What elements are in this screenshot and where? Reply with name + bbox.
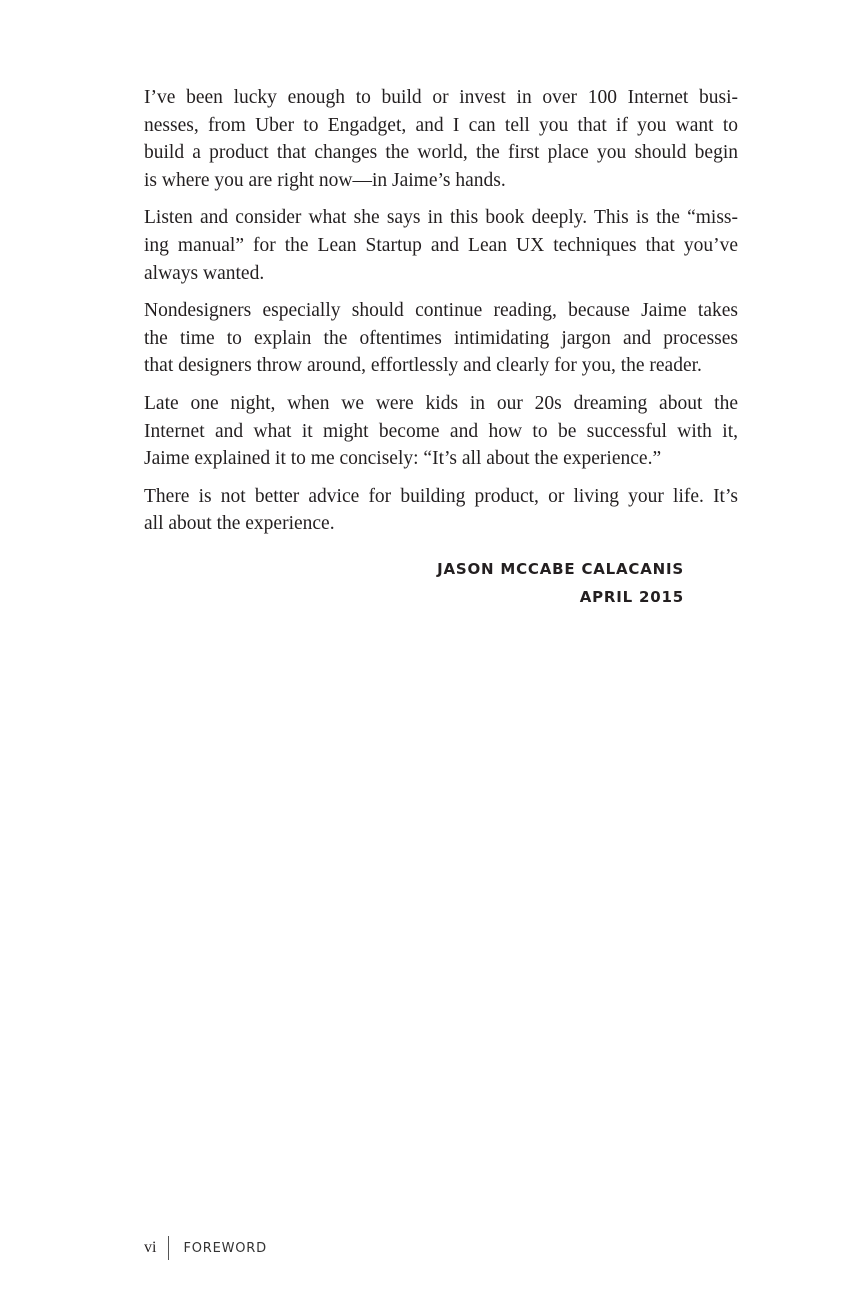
paragraph: [144, 204, 738, 287]
text-line: Nondesigners especially should continue reading, because Jaime takes: [144, 300, 738, 322]
paragraph: [144, 390, 738, 473]
signature-date: APRIL 2015: [579, 588, 684, 606]
text-line: build a product that changes the world, the first place you should begin: [144, 142, 738, 164]
signature-name: JASON MCCABE CALACANIS: [437, 560, 684, 578]
text-line: nesses, from Uber to Engadget, and I can tell you that if you want to: [144, 114, 738, 136]
paragraph: [144, 297, 738, 380]
text-line: always wanted.: [144, 262, 265, 284]
text-line: that designers throw around, effortlessly and clearly for you, the reader.: [144, 355, 702, 377]
text-line: ing manual” for the Lean Startup and Lean UX techniques that you’ve: [144, 234, 738, 256]
paragraph: [144, 84, 738, 194]
text-line: the time to explain the oftentimes intimidating jargon and processes: [144, 327, 738, 349]
text-line: I’ve been lucky enough to build or invest in over 100 Internet busi-: [144, 87, 738, 108]
text-line: is where you are right now—in Jaime’s hands.: [144, 169, 506, 191]
text-line: Internet and what it might become and how to be successful with it,: [144, 420, 738, 442]
section-title: FOREWORD: [183, 1240, 267, 1256]
footer-divider: [168, 1236, 169, 1260]
text-line: Jaime explained it to me concisely: “It’s all about the experience.”: [144, 448, 662, 470]
page-number: vi: [144, 1239, 157, 1256]
text-line: There is not better advice for building product, or living your life. It’s: [144, 485, 738, 507]
foreword-body: [144, 84, 738, 548]
text-line: Listen and consider what she says in this book deeply. This is the “miss-: [144, 207, 738, 229]
page-footer: [144, 1236, 267, 1260]
text-line: all about the experience.: [144, 513, 335, 535]
paragraph: [144, 483, 738, 538]
text-line: Late one night, when we were kids in our 20s dreaming about the: [144, 392, 738, 414]
